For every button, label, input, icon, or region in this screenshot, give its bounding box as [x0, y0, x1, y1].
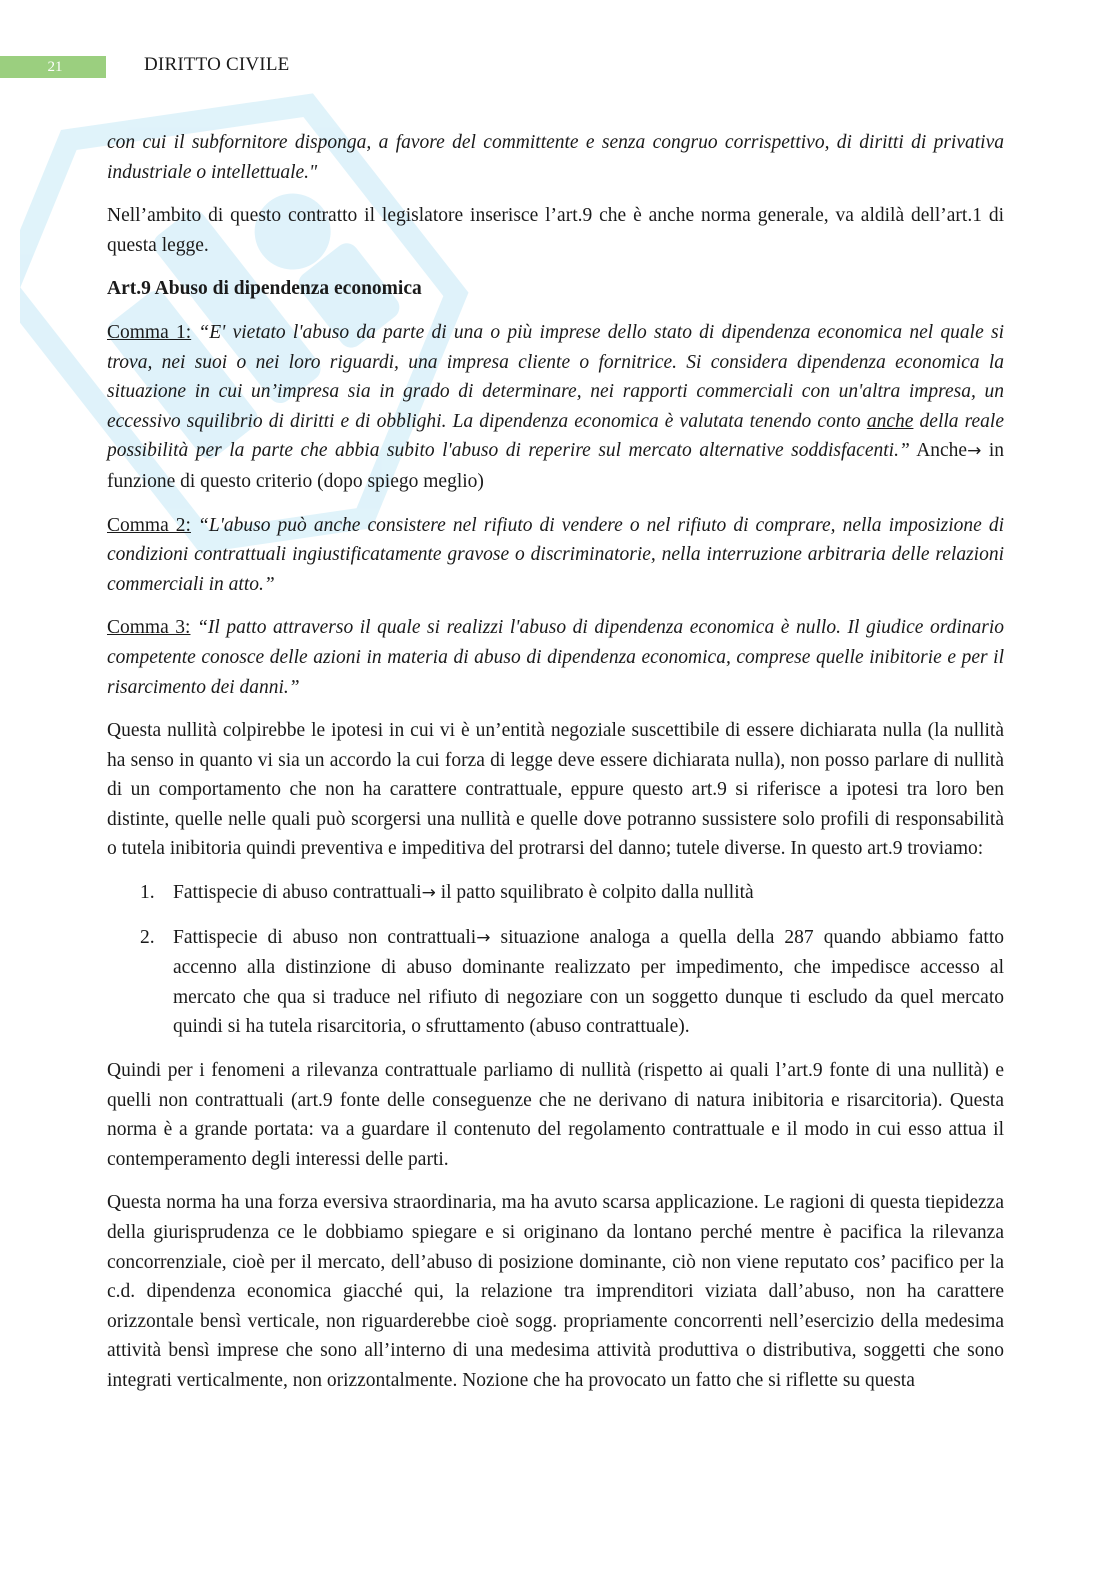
underlined-word-anche: anche: [866, 410, 914, 432]
arrow-right-icon: →: [967, 441, 982, 462]
fattispecie-list: [107, 878, 1004, 1042]
running-header-title: DIRITTO CIVILE: [144, 54, 290, 75]
paragraph-forza-eversiva: Questa norma ha una forza eversiva straordinaria, ma ha avuto scarsa applicazione. Le ragioni di questa tiepidezza della giurisprudenza ce le dobbiamo spiegare e si originano da lontano perché mentre è pacifica la rilevanza concorrenziale, cioè per il mercato, dell’abuso di posizione dominante, ciò non viene reputato cos’ pacifico per la c.d. dipendenza economica giacché qui, la relazione tra imprenditori viziata dall’abuso, non ha carattere orizzontale bensì verticale, non riguarderebbe cioè sogg. propriamente concorrenti nell’esercizio della medesima attività bensì imprese che sono all’interno di una medesima attività produttiva o distributiva, soggetti che sono integrati verticalmente, non orizzontalmente. Nozione che ha provocato un fatto che si riflette su questa: [107, 1192, 1004, 1391]
comma-2-label: Comma 2:: [107, 514, 191, 536]
paragraph-intro-art9: Nell’ambito di questo contratto il legislatore inserisce l’art.9 che è anche norma generale, va aldilà dell’art.1 di questa legge.: [107, 205, 1004, 256]
comma-1: Comma 1: “E' vietato l'abuso da parte di una o più imprese dello stato di dipendenza economica nel quale si trova, nei suoi o nei loro riguardi, una impresa cliente o fornitrice. Si considera dipendenza economica la situazione in cui un’impresa sia in grado di determinare, nei rapporti commerciali con un'altra impresa, un eccessivo squilibrio di diritti e di obblighi. La dipendenza economica è valutata tenendo conto anche della reale possibilità per la parte che abbia subito l'abuso di reperire sul mercato alternative soddisfacenti.” Anche→ in funzione di questo criterio (dopo spiego meglio): [107, 321, 1005, 492]
arrow-right-icon: →: [421, 883, 436, 904]
document-body: [107, 128, 1004, 1410]
arrow-right-icon: →: [476, 927, 491, 948]
paragraph-fenomeni: Quindi per i fenomeni a rilevanza contrattuale parliamo di nullità (rispetto ai quali l’art.9 fonte di una nullità) e quelli non contrattuali (art.9 fonte delle conseguenze che ne derivano di natura inibitoria e risarcitoria). Questa norma è a grande portata: va a guardare il contenuto del regolamento contrattuale e il modo in cui esso attua il contemperamento degli interessi delle parti.: [107, 1060, 1004, 1170]
paragraph-nullita: Questa nullità colpirebbe le ipotesi in cui vi è un’entità negoziale suscettibile di essere dichiarata nulla (la nullità ha senso in quanto vi sia un accordo la cui forza di legge deve essere dichiarata nulla), non posso parlare di nullità di un comportamento che non ha carattere contrattuale, eppure questo art.9 si riferisce a ipotesi tra loro ben distinte, quelle nelle quali può scorgersi una nullità e quelle dove potranno sussistere solo profili di responsabilità o tutela inibitoria quindi preventiva e impeditiva del protrarsi del danno; tutele diverse. In questo art.9 troviamo:: [107, 720, 1004, 860]
paragraph-continuation: con cui il subfornitore disponga, a favore del committente e senza congruo corrispettivo, di diritti di privativa industriale o intellettuale.": [107, 132, 1004, 183]
comma-3: Comma 3: “Il patto attraverso il quale si realizzi l'abuso di dipendenza economica è nullo. Il giudice ordinario competente conosce delle azioni in materia di abuso di dipendenza economica, comprese quelle inibitorie e per il risarcimento dei danni.”: [107, 617, 1004, 698]
section-heading-art9: Art.9 Abuso di dipendenza economica: [107, 278, 422, 300]
comma-2: Comma 2: “L'abuso può anche consistere nel rifiuto di vendere o nel rifiuto di comprare, nella imposizione di condizioni contrattuali ingiustificatamente gravose o discriminatorie, nella interruzione arbitraria delle relazioni commerciali in atto.”: [107, 514, 1005, 595]
comma-3-label: Comma 3:: [107, 617, 191, 639]
list-item: 2. Fattispecie di abuso non contrattuali→ situazione analoga a quella della 287 quando abbiamo fatto accenno alla distinzione di abuso dominante realizzato per impedimento, che impedisce accesso al mercato che qua si traduce nel rifiuto di negoziare con un soggetto dunque ti escludo da quel mercato quindi si ha tutela risarcitoria, o sfruttamento (abuso contrattuale).: [140, 926, 1005, 1038]
comma-1-label: Comma 1:: [107, 321, 192, 343]
list-item: 1. Fattispecie di abuso contrattuali→ il patto squilibrato è colpito dalla nullità: [140, 882, 754, 904]
page-number: 21: [0, 56, 106, 78]
